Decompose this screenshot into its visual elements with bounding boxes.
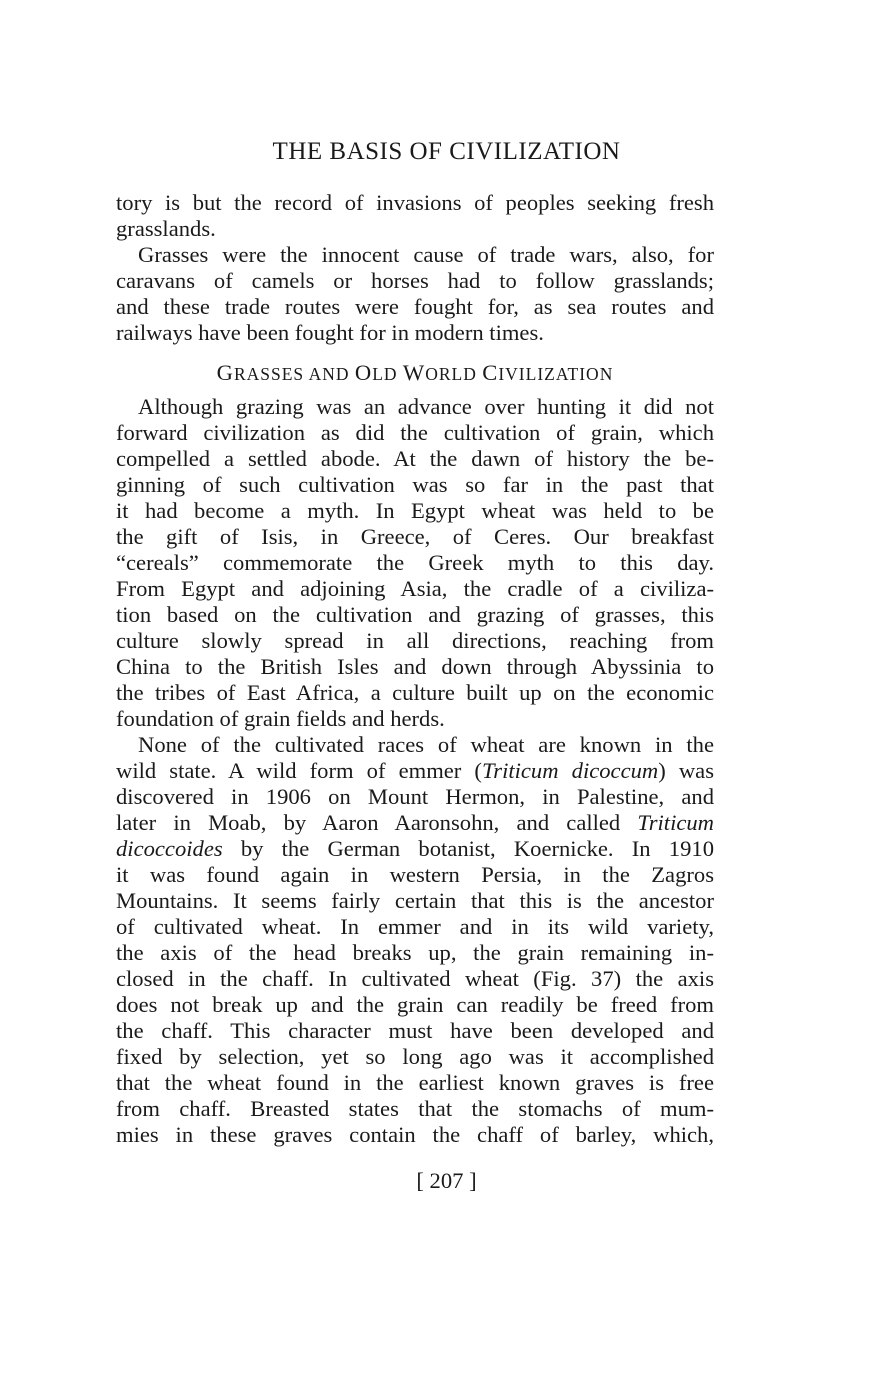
text-line: fixed by selection, yet so long ago was it accomplished: [116, 1044, 714, 1069]
text-line: of cultivated wheat. In emmer and in its wild variety,: [116, 914, 714, 939]
text-line: None of the cultivated races of wheat are known in the: [138, 732, 714, 757]
text-line: it had become a myth. In Egypt wheat was held to be: [116, 498, 714, 523]
text-line: the gift of Isis, in Greece, of Ceres. Our breakfast: [116, 524, 714, 549]
page-number: [ 207 ]: [416, 1168, 477, 1193]
text-line: foundation of grain fields and herds.: [116, 706, 445, 731]
text-line: tion based on the cultivation and grazing of grasses, this: [116, 602, 714, 627]
text-line: tory is but the record of invasions of peoples seeking fresh: [116, 190, 714, 215]
text-line: later in Moab, by Aaron Aaronsohn, and called Triticum: [116, 810, 714, 835]
italic-term: Triticum: [637, 810, 714, 835]
text-line: compelled a settled abode. At the dawn of history the be-: [116, 446, 714, 471]
text-line: “cereals” commemorate the Greek myth to this day.: [116, 550, 714, 575]
text-line: caravans of camels or horses had to follow grasslands;: [116, 268, 714, 293]
text-line: From Egypt and adjoining Asia, the cradle of a civiliza-: [116, 576, 714, 601]
text-line: the chaff. This character must have been developed and: [116, 1018, 714, 1043]
text-line: mies in these graves contain the chaff of barley, which,: [116, 1122, 714, 1147]
section-heading: GRASSES AND OLD WORLD CIVILIZATION: [216, 360, 614, 385]
text-line: dicoccoides by the German botanist, Koernicke. In 1910: [116, 836, 714, 861]
text-line: Grasses were the innocent cause of trade wars, also, for: [138, 242, 714, 267]
text-line: China to the British Isles and down through Abyssinia to: [116, 654, 714, 679]
italic-term: Triticum dicoccum: [481, 758, 659, 783]
text-line: wild state. A wild form of emmer (Triticum dicoccum) was: [116, 758, 714, 783]
text-line: the axis of the head breaks up, the grain remaining in-: [116, 940, 714, 965]
text-line: forward civilization as did the cultivation of grain, which: [116, 420, 714, 445]
text-line: that the wheat found in the earliest known graves is free: [116, 1070, 714, 1095]
text-line: grasslands.: [116, 216, 216, 241]
text-line: closed in the chaff. In cultivated wheat (Fig. 37) the axis: [116, 966, 714, 991]
text-line: does not break up and the grain can readily be freed from: [116, 992, 714, 1017]
text-line: ginning of such cultivation was so far in the past that: [116, 472, 714, 497]
running-head: THE BASIS OF CIVILIZATION: [272, 138, 621, 165]
text-line: culture slowly spread in all directions, reaching from: [116, 628, 714, 653]
text-line: and these trade routes were fought for, as sea routes and: [116, 294, 714, 319]
body-text: [116, 190, 714, 1148]
text-line: the tribes of East Africa, a culture built up on the economic: [116, 680, 714, 705]
text-line: it was found again in western Persia, in the Zagros: [116, 862, 714, 887]
text-line: Although grazing was an advance over hunting it did not: [138, 394, 714, 419]
text-line: railways have been fought for in modern times.: [116, 320, 544, 345]
text-line: discovered in 1906 on Mount Hermon, in Palestine, and: [116, 784, 714, 809]
text-line: Mountains. It seems fairly certain that this is the ancestor: [116, 888, 714, 913]
text-line: from chaff. Breasted states that the stomachs of mum-: [116, 1096, 714, 1121]
italic-term: dicoccoides: [116, 836, 223, 861]
